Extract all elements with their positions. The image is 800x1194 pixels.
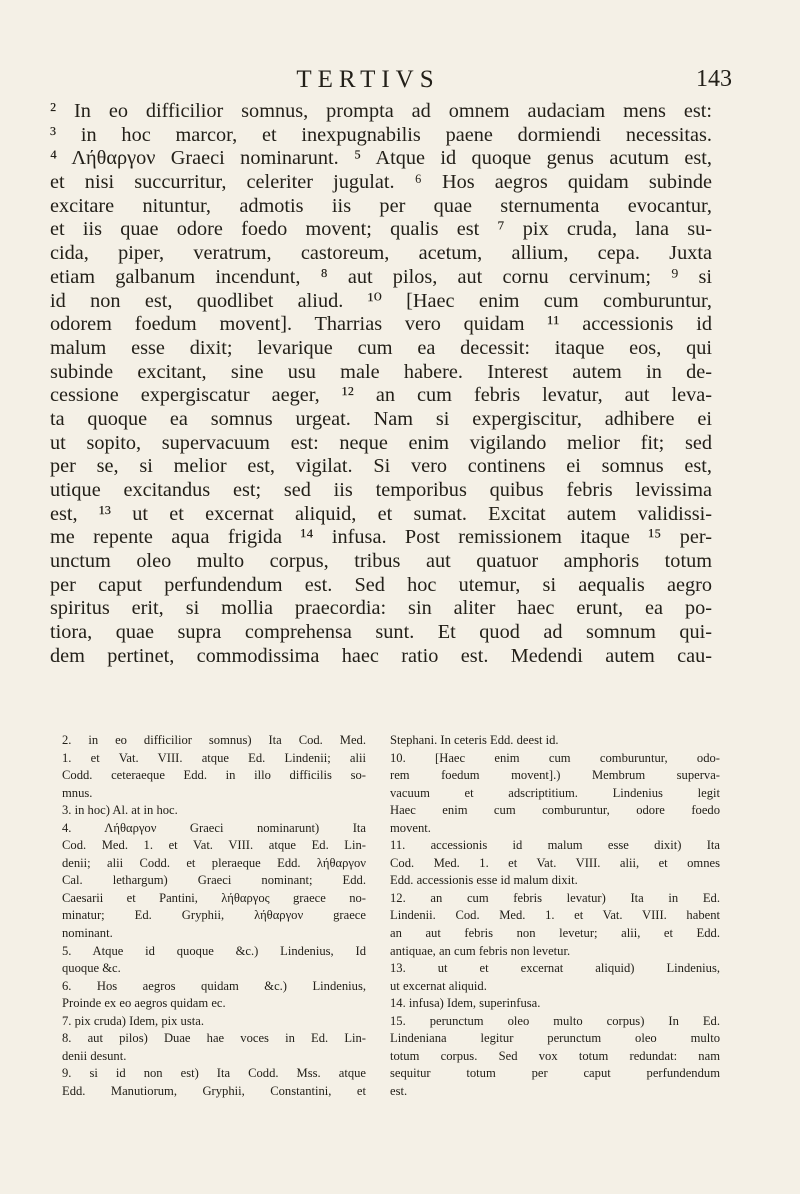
footnote-line: 14. infusa) Idem, superinfusa. xyxy=(390,996,541,1011)
footnote-line: Haec enim cum comburuntur, odore foedo xyxy=(390,803,720,818)
footnote-line: nominant. xyxy=(62,926,113,941)
footnote-line: Cal. lethargum) Graeci nominant; Edd. xyxy=(62,873,366,888)
footnote-line: an aut febris non levetur; alii, et Edd. xyxy=(390,926,720,941)
footnote-line: 12. an cum febris levatur) Ita in Ed. xyxy=(390,890,720,905)
footnote-line: movent. xyxy=(390,820,431,835)
footnote-line: vacuum et adscriptitium. Lindenius legit xyxy=(390,785,720,800)
footnote-line: 15. perunctum oleo multo corpus) In Ed. xyxy=(390,1013,720,1028)
text-line: subinde excitant, sine usu male habere. Interest autem in de- xyxy=(50,360,712,383)
footnote-line: Cod. Med. 1. et Vat. VIII. atque Ed. Lin- xyxy=(62,838,366,853)
text-line: ⁴ Λήθαργον Graeci nominarunt. ⁵ Atque id quoque genus acutum est, xyxy=(50,147,712,170)
footnote-line: 8. aut pilos) Duae hae voces in Ed. Lin- xyxy=(62,1031,366,1046)
text-line: et iis quae odore foedo movent; qualis est ⁷ pix cruda, lana su- xyxy=(50,218,712,241)
text-line: ut sopito, supervacuum est: neque enim vigilando melior fit; sed xyxy=(50,431,712,454)
footnote-line: 5. Atque id quoque &c.) Lindenius, Id xyxy=(62,943,366,958)
footnote-line: totum corpus. Sed vox totum redundat: nam xyxy=(390,1048,720,1063)
text-line: dem pertinet, commodissima haec ratio est. Medendi autem cau- xyxy=(50,644,712,667)
footnotes-left-column xyxy=(62,732,366,1100)
text-line: ³ in hoc marcor, et inexpugnabilis paene dormiendi necessitas. xyxy=(50,123,712,146)
footnote-line: Codd. ceteraeque Edd. in illo difficilis so- xyxy=(62,768,366,783)
text-line: cida, piper, veratrum, castoreum, acetum, allium, cepa. Juxta xyxy=(50,242,712,265)
text-line: ² In eo difficilior somnus, prompta ad omnem audaciam mens est: xyxy=(50,100,712,122)
text-line: unctum oleo multo corpus, tribus aut quatuor amphoris totum xyxy=(50,550,712,573)
text-line: malum esse dixit; levarique cum ea decessit: itaque eos, qui xyxy=(50,336,712,359)
text-line: tiora, quae supra comprehensa sunt. Et quod ad somnum qui- xyxy=(50,621,712,644)
footnote-line: 1. et Vat. VIII. atque Ed. Lindenii; alii xyxy=(62,750,366,765)
footnote-line: 10. [Haec enim cum comburuntur, odo- xyxy=(390,750,720,765)
footnote-line: minatur; Ed. Gryphii, λήθαργον graece xyxy=(62,908,366,923)
text-line: ta quoque ea somnus urgeat. Nam si expergiscitur, adhibere ei xyxy=(50,407,712,430)
footnote-line: Proinde ex eo aegros quidam ec. xyxy=(62,996,226,1011)
text-line: per se, si melior est, vigilat. Si vero continens ei somnus est, xyxy=(50,455,712,478)
text-line: etiam galbanum incendunt, ⁸ aut pilos, aut cornu cervinum; ⁹ si xyxy=(50,265,712,288)
page-number: 143 xyxy=(696,66,732,92)
footnote-line: Edd. accessionis esse id malum dixit. xyxy=(390,873,578,888)
main-text xyxy=(50,100,712,669)
footnote-line: Caesarii et Pantini, λήθαργος graece no- xyxy=(62,890,366,905)
footnote-line: 7. pix cruda) Idem, pix usta. xyxy=(62,1013,204,1028)
footnote-line: rem foedum movent].) Membrum superva- xyxy=(390,768,720,783)
footnote-line: Edd. Manutiorum, Gryphii, Constantini, et xyxy=(62,1083,366,1098)
running-title: TERTIVS xyxy=(296,66,440,93)
footnote-line: antiquae, an cum febris non levetur. xyxy=(390,943,571,958)
footnote-line: 3. in hoc) Al. at in hoc. xyxy=(62,803,178,818)
footnote-line: denii desunt. xyxy=(62,1048,127,1063)
footnote-line: mnus. xyxy=(62,785,93,800)
footnote-line: Cod. Med. 1. et Vat. VIII. alii, et omnes xyxy=(390,855,720,870)
footnote-line: 2. in eo difficilior somnus) Ita Cod. Med. xyxy=(62,733,366,747)
footnote-line: sequitur totum per caput perfundendum xyxy=(390,1066,720,1081)
footnote-line: 13. ut et excernat aliquid) Lindenius, xyxy=(390,961,720,976)
footnote-line: Lindeniana legitur perunctum oleo multo xyxy=(390,1031,720,1046)
footnote-line: Lindenii. Cod. Med. 1. et Vat. VIII. habent xyxy=(390,908,720,923)
text-line: spiritus erit, si mollia praecordia: sin aliter haec erunt, ea po- xyxy=(50,597,712,620)
footnote-line: 11. accessionis id malum esse dixit) Ita xyxy=(390,838,720,853)
text-line: est, ¹³ ut et excernat aliquid, et sumat. Excitat autem validissi- xyxy=(50,502,712,525)
footnote-line: est. xyxy=(390,1083,408,1098)
footnote-line: Stephani. In ceteris Edd. deest id. xyxy=(390,733,559,747)
text-line: odorem foedum movent]. Tharrias vero quidam ¹¹ accessionis id xyxy=(50,313,712,336)
text-line: per caput perfundendum est. Sed hoc utemur, si aequalis aegro xyxy=(50,573,712,596)
footnote-line: 9. si id non est) Ita Codd. Mss. atque xyxy=(62,1066,366,1081)
footnote-line: 6. Hos aegros quidam &c.) Lindenius, xyxy=(62,978,366,993)
text-line: me repente aqua frigida ¹⁴ infusa. Post remissionem itaque ¹⁵ per- xyxy=(50,526,712,549)
footnote-line: ut excernat aliquid. xyxy=(390,978,487,993)
footnote-line: 4. Λήθαργον Graeci nominarunt) Ita xyxy=(62,820,366,835)
text-line: excitare nituntur, admotis iis per quae sternumenta evocantur, xyxy=(50,194,712,217)
footnote-line: quoque &c. xyxy=(62,961,121,976)
text-line: id non est, quodlibet aliud. ¹⁰ [Haec enim cum comburuntur, xyxy=(50,289,712,312)
text-line: utique excitandus est; sed iis temporibus quibus febris levissima xyxy=(50,479,712,501)
footnotes-right-column xyxy=(390,732,720,1100)
running-head xyxy=(48,66,732,100)
footnote-line: denii; alii Codd. et pleraeque Edd. λήθαργον xyxy=(62,855,366,870)
text-line: cessione expergiscatur aeger, ¹² an cum febris levatur, aut leva- xyxy=(50,384,712,407)
text-line: et nisi succurritur, celeriter jugulat. ⁶ Hos aegros quidam subinde xyxy=(50,171,712,194)
